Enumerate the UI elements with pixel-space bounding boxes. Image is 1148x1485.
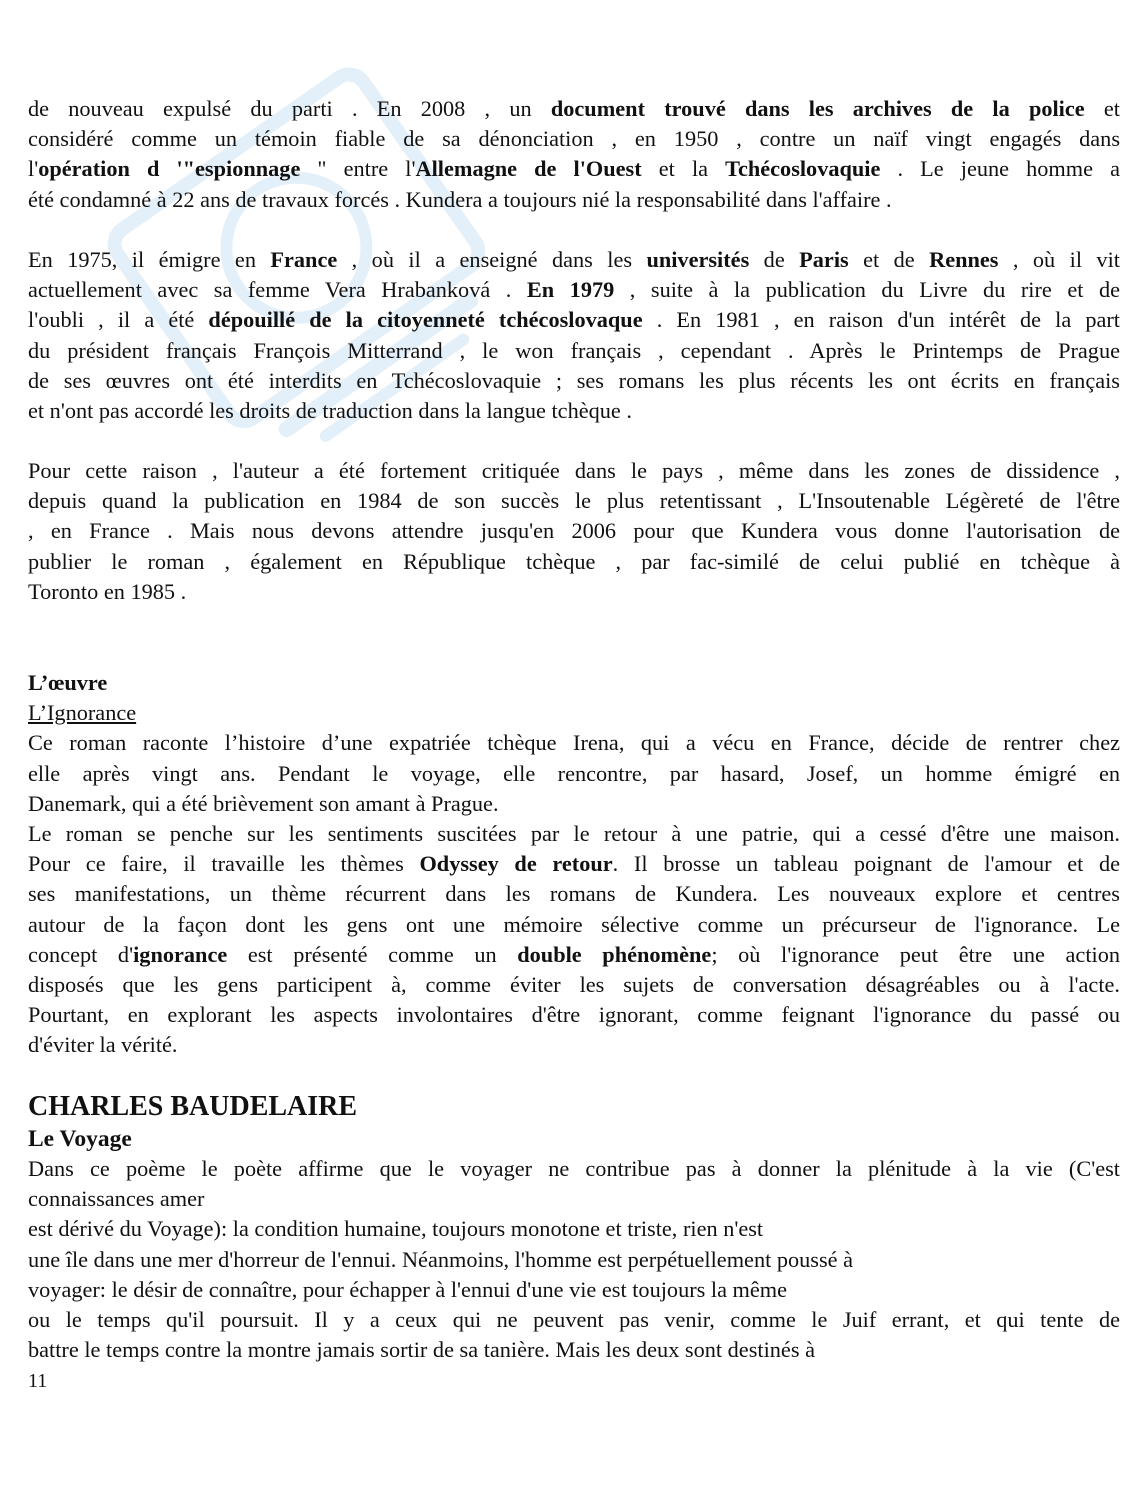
underlined-title: L’Ignorance <box>28 700 137 726</box>
bold-text: Paris <box>799 247 849 272</box>
text-run: . Il brosse un tableau poignant de l'amour et de <box>612 851 1121 877</box>
text-line: du président français François Mitterrand , le won français , cependant . Après le Printemps de Prague <box>28 337 1120 363</box>
text-run: , où il vit <box>998 247 1120 272</box>
text-line <box>28 154 1120 184</box>
text-run: . En 1981 , en raison d'un intérêt de la part <box>642 307 1120 333</box>
bold-text: En 1979 <box>526 277 615 303</box>
text-line: disposés que les gens participent à, comme éviter les sujets de conversation désagréables ou à l'acte. <box>28 972 1120 998</box>
bold-text: Allemagne de l'Ouest <box>415 156 642 182</box>
text-line: considéré comme un témoin fiable de sa dénonciation , en 1950 , contre un naïf vingt engagés dans <box>28 126 1120 152</box>
text-line: ou le temps qu'il poursuit. Il y a ceux qui ne peuvent pas venir, comme le Juif errant, et qui tente de <box>28 1307 1120 1333</box>
text-run: , où il a enseigné dans les <box>337 247 647 272</box>
heading-text: L’œuvre <box>28 670 108 695</box>
text-run: En 1975, il émigre en <box>28 247 271 272</box>
text-line: et n'ont pas accordé les droits de traduction dans la langue tchèque . <box>28 398 632 424</box>
section-baudelaire <box>28 1090 1120 1365</box>
text-run: de <box>749 247 800 272</box>
text-line: ses manifestations, un thème récurrent dans les romans de Kundera. Les nouveaux explore et centres <box>28 881 1120 907</box>
bold-text: opération d '"espionnage <box>38 156 301 182</box>
section-subheading <box>28 698 1120 728</box>
text-run: et la <box>641 156 726 182</box>
text-run: " entre l' <box>300 156 416 182</box>
text-line <box>28 94 1120 124</box>
text-run: ; où l'ignorance peut être une action <box>711 941 1121 967</box>
text-line: Pour cette raison , l'auteur a été fortement critiquée dans le pays , même dans les zones de dissidence , <box>28 458 1120 483</box>
text-line <box>28 849 1120 879</box>
text-line: Toronto en 1985 . <box>28 578 187 604</box>
text-line: , en France . Mais nous devons attendre jusqu'en 2006 pour que Kundera vous donne l'autorisation de <box>28 518 1120 544</box>
bold-text: universités <box>646 247 750 272</box>
text-line <box>28 245 1120 275</box>
text-run: et de <box>848 247 930 272</box>
section-oeuvre <box>28 668 1120 1061</box>
paragraph-criticism <box>28 456 1120 607</box>
bold-text: ignorance <box>133 941 228 967</box>
text-line: est dérivé du Voyage): la condition humaine, toujours monotone et triste, rien n'est <box>28 1216 764 1242</box>
section-heading <box>28 668 1120 698</box>
text-line: Ce roman raconte l’histoire d’une expatriée tchèque Irena, qui a vécu en France, décide de rentrer chez <box>28 730 1120 756</box>
text-run: . Le jeune homme a <box>880 156 1121 182</box>
bold-text: dépouillé de la citoyenneté tchécoslovaque <box>208 307 643 333</box>
text-line: été condamné à 22 ans de travaux forcés . Kundera a toujours nié la responsabilité dans l'affaire . <box>28 186 892 212</box>
text-run: Pour ce faire, il travaille les thèmes <box>28 851 420 877</box>
text-run: , suite à la publication du Livre du rire et de <box>614 277 1120 303</box>
text-line: une île dans une mer d'horreur de l'ennui. Néanmoins, l'homme est perpétuellement poussé à <box>28 1246 854 1272</box>
text-line <box>28 305 1120 335</box>
author-heading: CHARLES BAUDELAIRE <box>28 1091 358 1122</box>
text-line <box>28 940 1120 970</box>
paragraph-party-expulsion <box>28 94 1120 215</box>
bold-text: Tchécoslovaquie <box>725 156 881 182</box>
bold-text: Rennes <box>929 247 999 272</box>
text-line: voyager: le désir de connaître, pour échapper à l'ennui d'une vie est toujours la même <box>28 1276 788 1302</box>
text-line: depuis quand la publication en 1984 de son succès le plus retentissant , L'Insoutenable Légèreté de l'être <box>28 488 1120 514</box>
text-line: Danemark, qui a été brièvement son amant à Prague. <box>28 790 499 816</box>
text-line: d'éviter la vérité. <box>28 1032 178 1058</box>
text-run: est présenté comme un <box>227 941 518 967</box>
text-line: autour de la façon dont les gens ont une mémoire sélective comme un précurseur de l'ignorance. Le <box>28 911 1120 937</box>
text-line: Dans ce poème le poète affirme que le voyager ne contribue pas à donner la plénitude à la vie (C'est <box>28 1156 1120 1181</box>
text-line: de ses œuvres ont été interdits en Tchécoslovaquie ; ses romans les plus récents les ont écrits en français <box>28 367 1120 393</box>
page-number: 11 <box>28 1370 48 1392</box>
poem-title: Le Voyage <box>28 1126 132 1152</box>
text-line: connaissances amer <box>28 1186 205 1212</box>
text-run: actuellement avec sa femme Vera Hrabanková . <box>28 277 527 303</box>
paragraph-emigration <box>28 245 1120 426</box>
text-run: concept d' <box>28 941 134 967</box>
text-run: l' <box>28 156 39 182</box>
text-run: et <box>1084 96 1120 121</box>
bold-text: double phénomène <box>517 941 712 967</box>
text-line <box>28 275 1120 305</box>
text-line: Le roman se penche sur les sentiments suscitées par le retour à une patrie, qui a cessé d'être une maison. <box>28 821 1120 847</box>
text-run: l'oubli , il a été <box>28 307 209 333</box>
bold-text: Odyssey de retour <box>419 851 613 877</box>
text-line: battre le temps contre la montre jamais sortir de sa tanière. Mais les deux sont destinés à <box>28 1337 815 1363</box>
text-run: de nouveau expulsé du parti . En 2008 , un <box>28 96 551 121</box>
text-line: elle après vingt ans. Pendant le voyage, elle rencontre, par hasard, Josef, un homme émigré en <box>28 760 1120 786</box>
bold-text: document trouvé dans les archives de la police <box>550 96 1085 121</box>
text-line: Pourtant, en explorant les aspects involontaires d'être ignorant, comme feignant l'ignorance du passé ou <box>28 1002 1120 1028</box>
text-line: publier le roman , également en République tchèque , par fac-similé de celui publié en tchèque à <box>28 548 1120 574</box>
bold-text: France <box>270 247 338 272</box>
